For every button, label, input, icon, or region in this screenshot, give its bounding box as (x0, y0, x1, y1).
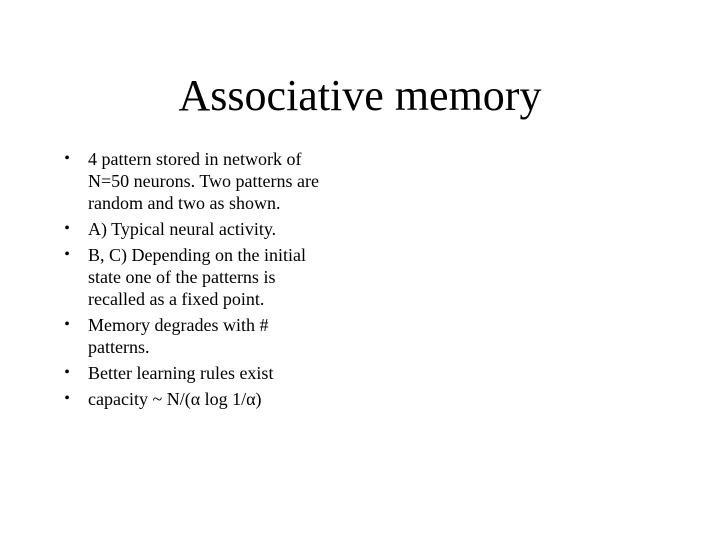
bullet-marker: • (64, 390, 70, 407)
bullet-item-6 (60, 388, 330, 410)
bullet-marker: • (64, 316, 70, 333)
bullet-list (60, 148, 330, 414)
bullet-text: Memory degrades with # patterns. (88, 315, 269, 357)
bullet-text: Better learning rules exist (88, 363, 274, 383)
bullet-text: B, C) Depending on the initial state one of the patterns is recalled as a fixed point. (88, 245, 306, 309)
bullet-item-3 (60, 244, 330, 310)
slide-title: Associative memory (178, 71, 542, 120)
bullet-marker: • (64, 220, 70, 237)
bullet-item-1 (60, 148, 330, 214)
bullet-marker: • (64, 246, 70, 263)
bullet-item-2 (60, 218, 330, 240)
bullet-marker: • (64, 150, 70, 167)
bullet-item-5 (60, 362, 330, 384)
bullet-item-4 (60, 314, 330, 358)
bullet-marker: • (64, 364, 70, 381)
bullet-text: capacity ~ N/(α log 1/α) (88, 389, 262, 409)
bullet-text: A) Typical neural activity. (88, 219, 277, 239)
bullet-text: 4 pattern stored in network of N=50 neurons. Two patterns are random and two as shown. (88, 149, 320, 213)
